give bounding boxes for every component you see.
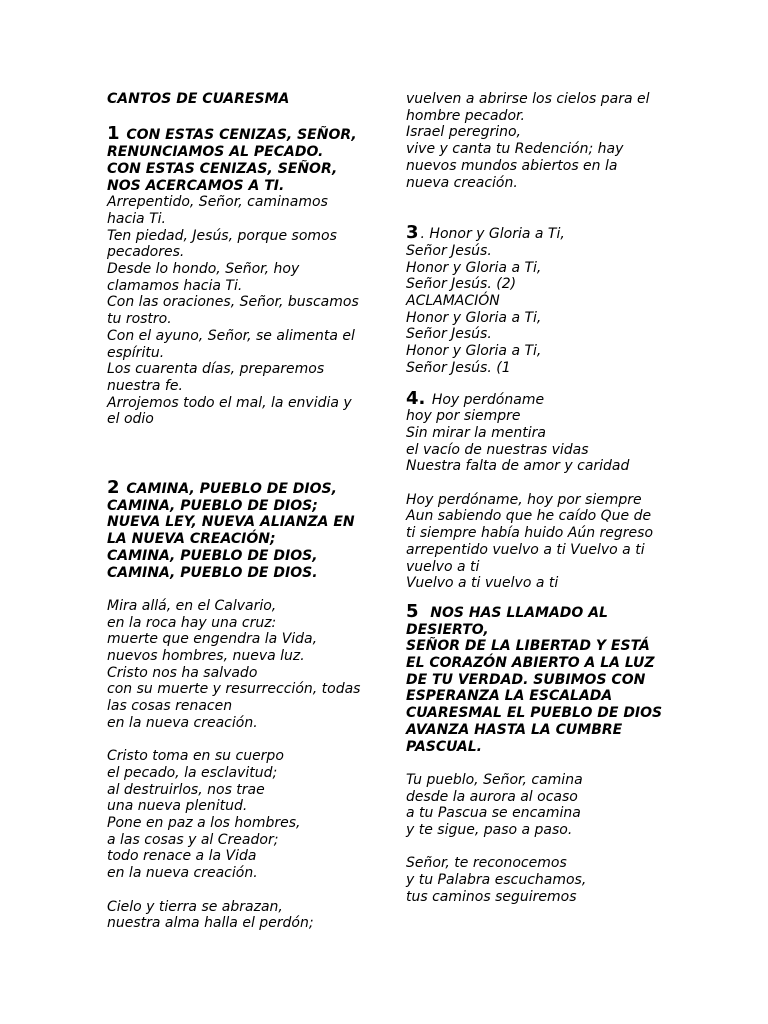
lyric-line: hoy por siempre (406, 408, 521, 425)
lyric-line: Arrojemos todo el mal, la envidia y (107, 394, 352, 411)
lyric-line: Arrepentido, Señor, caminamos (107, 194, 328, 211)
song-heading-line: CAMINA, PUEBLO DE DIOS; (107, 497, 318, 514)
lyric-line: vive y canta tu Redención; hay (406, 141, 624, 158)
lyric-line: ACLAMACIÓN (406, 293, 500, 310)
document-title: CANTOS DE CUARESMA (107, 91, 290, 107)
song-2 (107, 477, 372, 932)
lyric-line: nuevos hombres, nueva luz. (107, 648, 305, 665)
lyric-line: desde la aurora al ocaso (406, 788, 578, 805)
lyric-line: Cielo y tierra se abrazan, (107, 898, 283, 915)
song-heading-line: CON ESTAS CENIZAS, SEÑOR, (107, 160, 338, 177)
lyric-line: Tu pueblo, Señor, camina (406, 771, 583, 788)
lyric-line: Con el ayuno, Señor, se alimenta el (107, 327, 355, 344)
lyric-line: Cristo toma en su cuerpo (107, 748, 284, 765)
song-number: 5 (406, 600, 419, 622)
lyric-line: a tu Pascua se encamina (406, 805, 581, 822)
lyric-line: nueva creación. (406, 174, 518, 191)
lyric-line: el vacío de nuestras vidas (406, 441, 589, 458)
song-heading-line: RENUNCIAMOS AL PECADO. (107, 144, 324, 161)
lyric-line: tus caminos seguiremos (406, 888, 577, 905)
lyric-line: las cosas renacen (107, 698, 233, 715)
lyric-line: Señor, te reconocemos (406, 855, 567, 872)
lyric-line: Mira allá, en el Calvario, (107, 597, 277, 614)
song-number: 3 (406, 222, 419, 244)
song-heading-line: AVANZA HASTA LA CUMBRE (406, 721, 623, 738)
song-4 (406, 387, 666, 592)
song-3 (406, 222, 666, 376)
song-heading-line: EL CORAZÓN ABIERTO A LA LUZ (406, 655, 655, 672)
lyric-line: . Honor y Gloria a Ti, (420, 226, 565, 243)
lyric-line: al destruirlos, nos trae (107, 781, 265, 798)
song-heading-line: DESIERTO, (406, 621, 489, 638)
song-heading-line: NOS HAS LLAMADO AL (420, 604, 608, 621)
lyric-line: Aun sabiendo que he caído Que de (406, 508, 652, 525)
lyric-line: el pecado, la esclavitud; (107, 764, 278, 781)
song-heading-line: NOS ACERCAMOS A TI. (107, 177, 285, 194)
song-heading-line: DE TU VERDAD. SUBIMOS CON (406, 671, 646, 688)
lyric-line: espíritu. (107, 344, 165, 361)
lyric-line: Los cuarenta días, preparemos (107, 361, 325, 378)
song-heading-line: CAMINA, PUEBLO DE DIOS, (107, 547, 318, 564)
lyric-line: Sin mirar la mentira (406, 424, 546, 441)
lyric-line: en la roca hay una cruz: (107, 614, 277, 631)
song-heading-line: SEÑOR DE LA LIBERTAD Y ESTÁ (406, 638, 650, 655)
song-2-continuation (406, 91, 666, 191)
lyric-line: Honor y Gloria a Ti, (406, 309, 542, 326)
lyric-line: Cristo nos ha salvado (107, 664, 258, 681)
song-1 (107, 123, 372, 428)
lyric-line: Israel peregrino, (406, 124, 522, 141)
lyric-line: tu rostro. (107, 311, 172, 328)
lyric-line: Señor Jesús. (1 (406, 359, 511, 376)
lyric-line: pecadores. (107, 244, 185, 261)
lyric-line: y tu Palabra escuchamos, (406, 872, 587, 889)
song-number: 2 (107, 477, 120, 499)
lyric-line: nuevos mundos abiertos en la (406, 157, 618, 174)
lyric-line: en la nueva creación. (107, 865, 258, 882)
song-heading-line: ESPERANZA LA ESCALADA (406, 688, 613, 705)
lyric-line: Señor Jesús. (406, 326, 492, 343)
song-heading-line: NUEVA LEY, NUEVA ALIANZA EN (107, 514, 355, 531)
lyric-line: nuestra fe. (107, 377, 183, 394)
lyric-line: Señor Jesús. (2) (406, 276, 517, 293)
lyric-line: nuestra alma halla el perdón; (107, 915, 314, 932)
lyric-line: Hoy perdóname (427, 391, 545, 408)
song-number: 4. (406, 387, 426, 409)
lyric-line: Ten piedad, Jesús, porque somos (107, 227, 337, 244)
lyric-line: en la nueva creación. (107, 714, 258, 731)
lyric-line: Desde lo hondo, Señor, hoy (107, 261, 300, 278)
lyric-line: Hoy perdóname, hoy por siempre (406, 491, 642, 508)
lyric-line: y te sigue, paso a paso. (406, 822, 573, 839)
right-column (406, 91, 666, 906)
lyric-line: Señor Jesús. (406, 242, 492, 259)
lyric-line: Nuestra falta de amor y caridad (406, 458, 630, 475)
lyric-line: todo renace a la Vida (107, 848, 257, 865)
lyric-line: Vuelvo a ti vuelvo a ti (406, 575, 559, 592)
lyric-line: hombre pecador. (406, 107, 525, 124)
lyric-line: el odio (107, 411, 154, 428)
lyric-line: Pone en paz a los hombres, (107, 815, 301, 832)
lyric-line: vuelvo a ti (406, 558, 480, 575)
lyric-line: vuelven a abrirse los cielos para el (406, 91, 650, 107)
lyric-line: ti siempre había huido Aún regreso (406, 525, 654, 542)
lyric-line: clamamos hacia Ti. (107, 277, 243, 294)
lyric-line: a las cosas y al Creador; (107, 831, 279, 848)
lyric-line: hacia Ti. (107, 210, 166, 227)
song-heading-line: PASCUAL. (406, 738, 482, 755)
song-number: 1 (107, 123, 120, 145)
song-heading-line: CON ESTAS CENIZAS, SEÑOR, (126, 127, 357, 144)
lyric-line: Con las oraciones, Señor, buscamos (107, 294, 359, 311)
lyric-line: muerte que engendra la Vida, (107, 631, 318, 648)
song-heading-line: LA NUEVA CREACIÓN; (107, 531, 276, 548)
left-column (107, 91, 372, 932)
lyric-line: arrepentido vuelvo a ti Vuelvo a ti (406, 541, 645, 558)
lyric-line: con su muerte y resurrección, todas (107, 681, 361, 698)
song-5 (406, 600, 666, 906)
lyric-line: una nueva plenitud. (107, 798, 248, 815)
lyric-line: Honor y Gloria a Ti, (406, 343, 542, 360)
song-heading-line: CAMINA, PUEBLO DE DIOS. (107, 564, 318, 581)
song-heading-line: CAMINA, PUEBLO DE DIOS, (126, 481, 337, 498)
lyric-line: Honor y Gloria a Ti, (406, 259, 542, 276)
song-heading-line: CUARESMAL EL PUEBLO DE DIOS (406, 705, 663, 722)
